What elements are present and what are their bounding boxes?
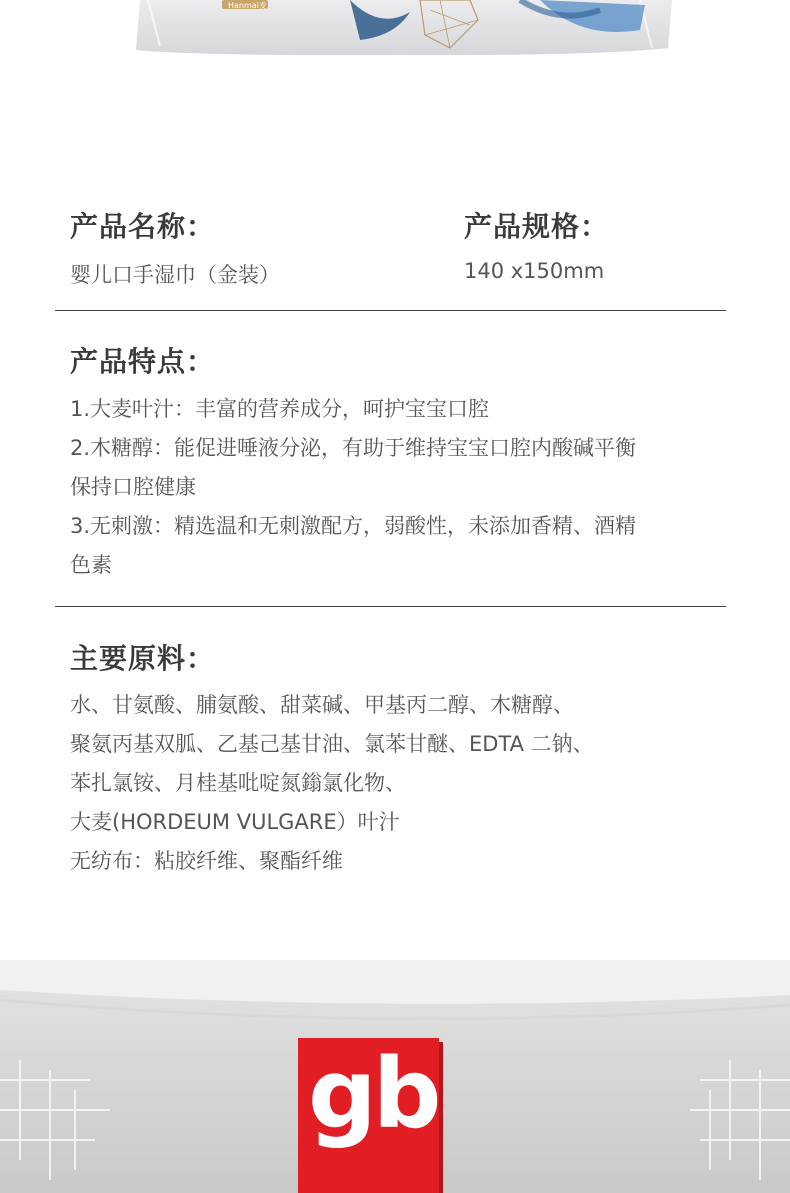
product-features-section [70, 340, 636, 585]
product-name-label: 产品名称： [70, 210, 216, 243]
feature-line: 1.大麦叶汁：丰富的营养成分，呵护宝宝口腔 [70, 397, 490, 421]
divider [55, 606, 726, 607]
feature-line: 3.无刺激：精选温和无刺激配方，弱酸性，未添加香精、酒精 [70, 514, 637, 538]
gb-logo-sign [298, 1038, 439, 1193]
ingredients-label: 主要原料： [70, 642, 216, 675]
product-spec-value: 140 x150mm [464, 259, 605, 283]
product-name-section [70, 205, 280, 289]
gb-logo-text: gb [308, 1038, 438, 1150]
product-package-image [0, 0, 790, 60]
product-spec-section [464, 205, 609, 283]
ingredient-line: 大麦(HORDEUM VULGARE）叶汁 [70, 810, 400, 834]
package-brand-text: Hanmai麦 [228, 1, 267, 10]
product-name-value: 婴儿口手湿巾（金装） [70, 263, 280, 287]
ingredient-line: 水、甘氨酸、脯氨酸、甜菜碱、甲基丙二醇、木糖醇、 [70, 693, 574, 717]
product-features-label: 产品特点： [70, 345, 216, 378]
store-photo [0, 960, 790, 1193]
ingredient-line: 苯扎氯铵、月桂基吡啶氮鎓氯化物、 [70, 771, 406, 795]
product-spec-label: 产品规格： [464, 210, 610, 243]
feature-line: 色素 [70, 553, 112, 577]
feature-line: 2.木糖醇：能促进唾液分泌，有助于维持宝宝口腔内酸碱平衡 [70, 436, 637, 460]
ingredient-line: 无纺布：粘胶纤维、聚酯纤维 [70, 849, 343, 873]
ingredients-section [70, 637, 594, 881]
ingredient-line: 聚氨丙基双胍、乙基己基甘油、氯苯甘醚、EDTA 二钠、 [70, 732, 594, 756]
divider [55, 310, 726, 311]
feature-line: 保持口腔健康 [70, 475, 196, 499]
